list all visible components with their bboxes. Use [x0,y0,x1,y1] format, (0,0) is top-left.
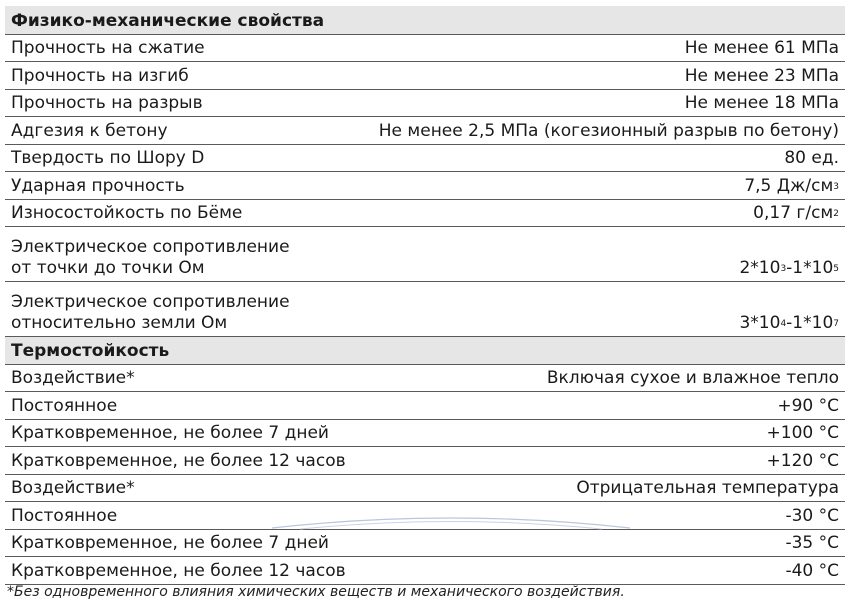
footnote: *Без одновременного влияния химических веществ и механического воздействия. [7,584,625,600]
property-label-line: относительно земли Ом [11,313,228,333]
table-row [5,529,845,557]
property-label [11,423,329,444]
property-label-line: Прочность на сжатие [11,38,205,58]
property-label-line: Воздействие* [11,478,135,498]
property-label-line: Прочность на разрыв [11,93,203,113]
section-title: Физико-механические свойства [11,10,325,31]
property-value: Не менее 18 МПа [684,93,839,113]
property-value: $2*10^3-1*10^5$ [739,258,839,278]
property-label-line: от точки до точки Ом [11,258,205,278]
property-label [11,121,168,142]
property-value: Не менее 23 МПа [684,65,839,86]
property-value: 7,5 $Дж/см^3$ [744,175,839,196]
property-label [11,93,203,114]
property-label-line: Твердость по Шору D [11,148,205,168]
property-value: Отрицательная температура [576,478,839,498]
property-label-line: Воздействие* [11,368,135,388]
property-label-line: Износостойкость по Бёме [11,203,243,223]
property-value: Не менее 2,5 МПа (когезионный разрыв по бетону) [378,120,839,141]
property-label-line: Постоянное [11,505,118,526]
property-label [11,368,135,389]
property-value: 0,17 $г/см^2$ [753,203,839,223]
table-row [5,116,845,144]
table-row [5,61,845,89]
property-value: -40 °С [785,560,839,581]
property-label-line: Электрическое сопротивление [11,237,290,257]
table-row [5,419,845,447]
table-row [5,364,845,392]
property-label [11,478,135,499]
property-label-line: Постоянное [11,395,118,416]
property-label-line: Кратковременное, не более 7 дней [11,533,329,553]
property-label [11,66,189,87]
property-label [11,176,185,197]
property-value: -30 °С [785,505,839,526]
section-header [5,336,845,364]
property-label [11,38,205,59]
section-title: Термостойкость [11,340,170,361]
property-value: -35 °С [785,533,839,553]
table-row [5,474,845,502]
property-value: +120 °С [766,450,839,471]
property-label-line: Адгезия к бетону [11,120,168,141]
property-label [11,148,204,169]
property-label [11,203,242,224]
table-row [5,281,845,336]
table-row [5,144,845,172]
table-row [5,171,845,199]
property-label [11,533,329,554]
property-value: Включая сухое и влажное тепло [546,368,839,388]
property-value: +100 °С [766,423,839,443]
table-row [5,391,845,419]
table-row [5,199,845,227]
property-label [11,506,117,527]
property-value: Не менее 61 МПа [684,38,839,58]
property-value: 80 ед. [784,148,839,168]
property-label-line: Кратковременное, не более 12 часов [11,560,346,581]
property-label-line: Кратковременное, не более 12 часов [11,450,346,471]
property-label-line: Прочность на изгиб [11,65,189,86]
property-label [11,292,290,334]
property-label [11,396,117,417]
table-row [5,446,845,474]
property-label [11,561,346,582]
property-value: $3*10^4-1*10^7$ [739,313,839,333]
properties-table [5,6,845,584]
table-row [5,34,845,62]
property-label-line: Электрическое сопротивление [11,292,290,312]
table-row [5,89,845,117]
table-row [5,501,845,529]
table-row [5,226,845,281]
property-label-line: Ударная прочность [11,175,185,196]
property-label [11,237,290,279]
property-label [11,451,346,472]
property-label-line: Кратковременное, не более 7 дней [11,423,329,443]
table-row [5,556,845,584]
property-value: +90 °С [777,395,839,416]
section-header [5,6,845,34]
